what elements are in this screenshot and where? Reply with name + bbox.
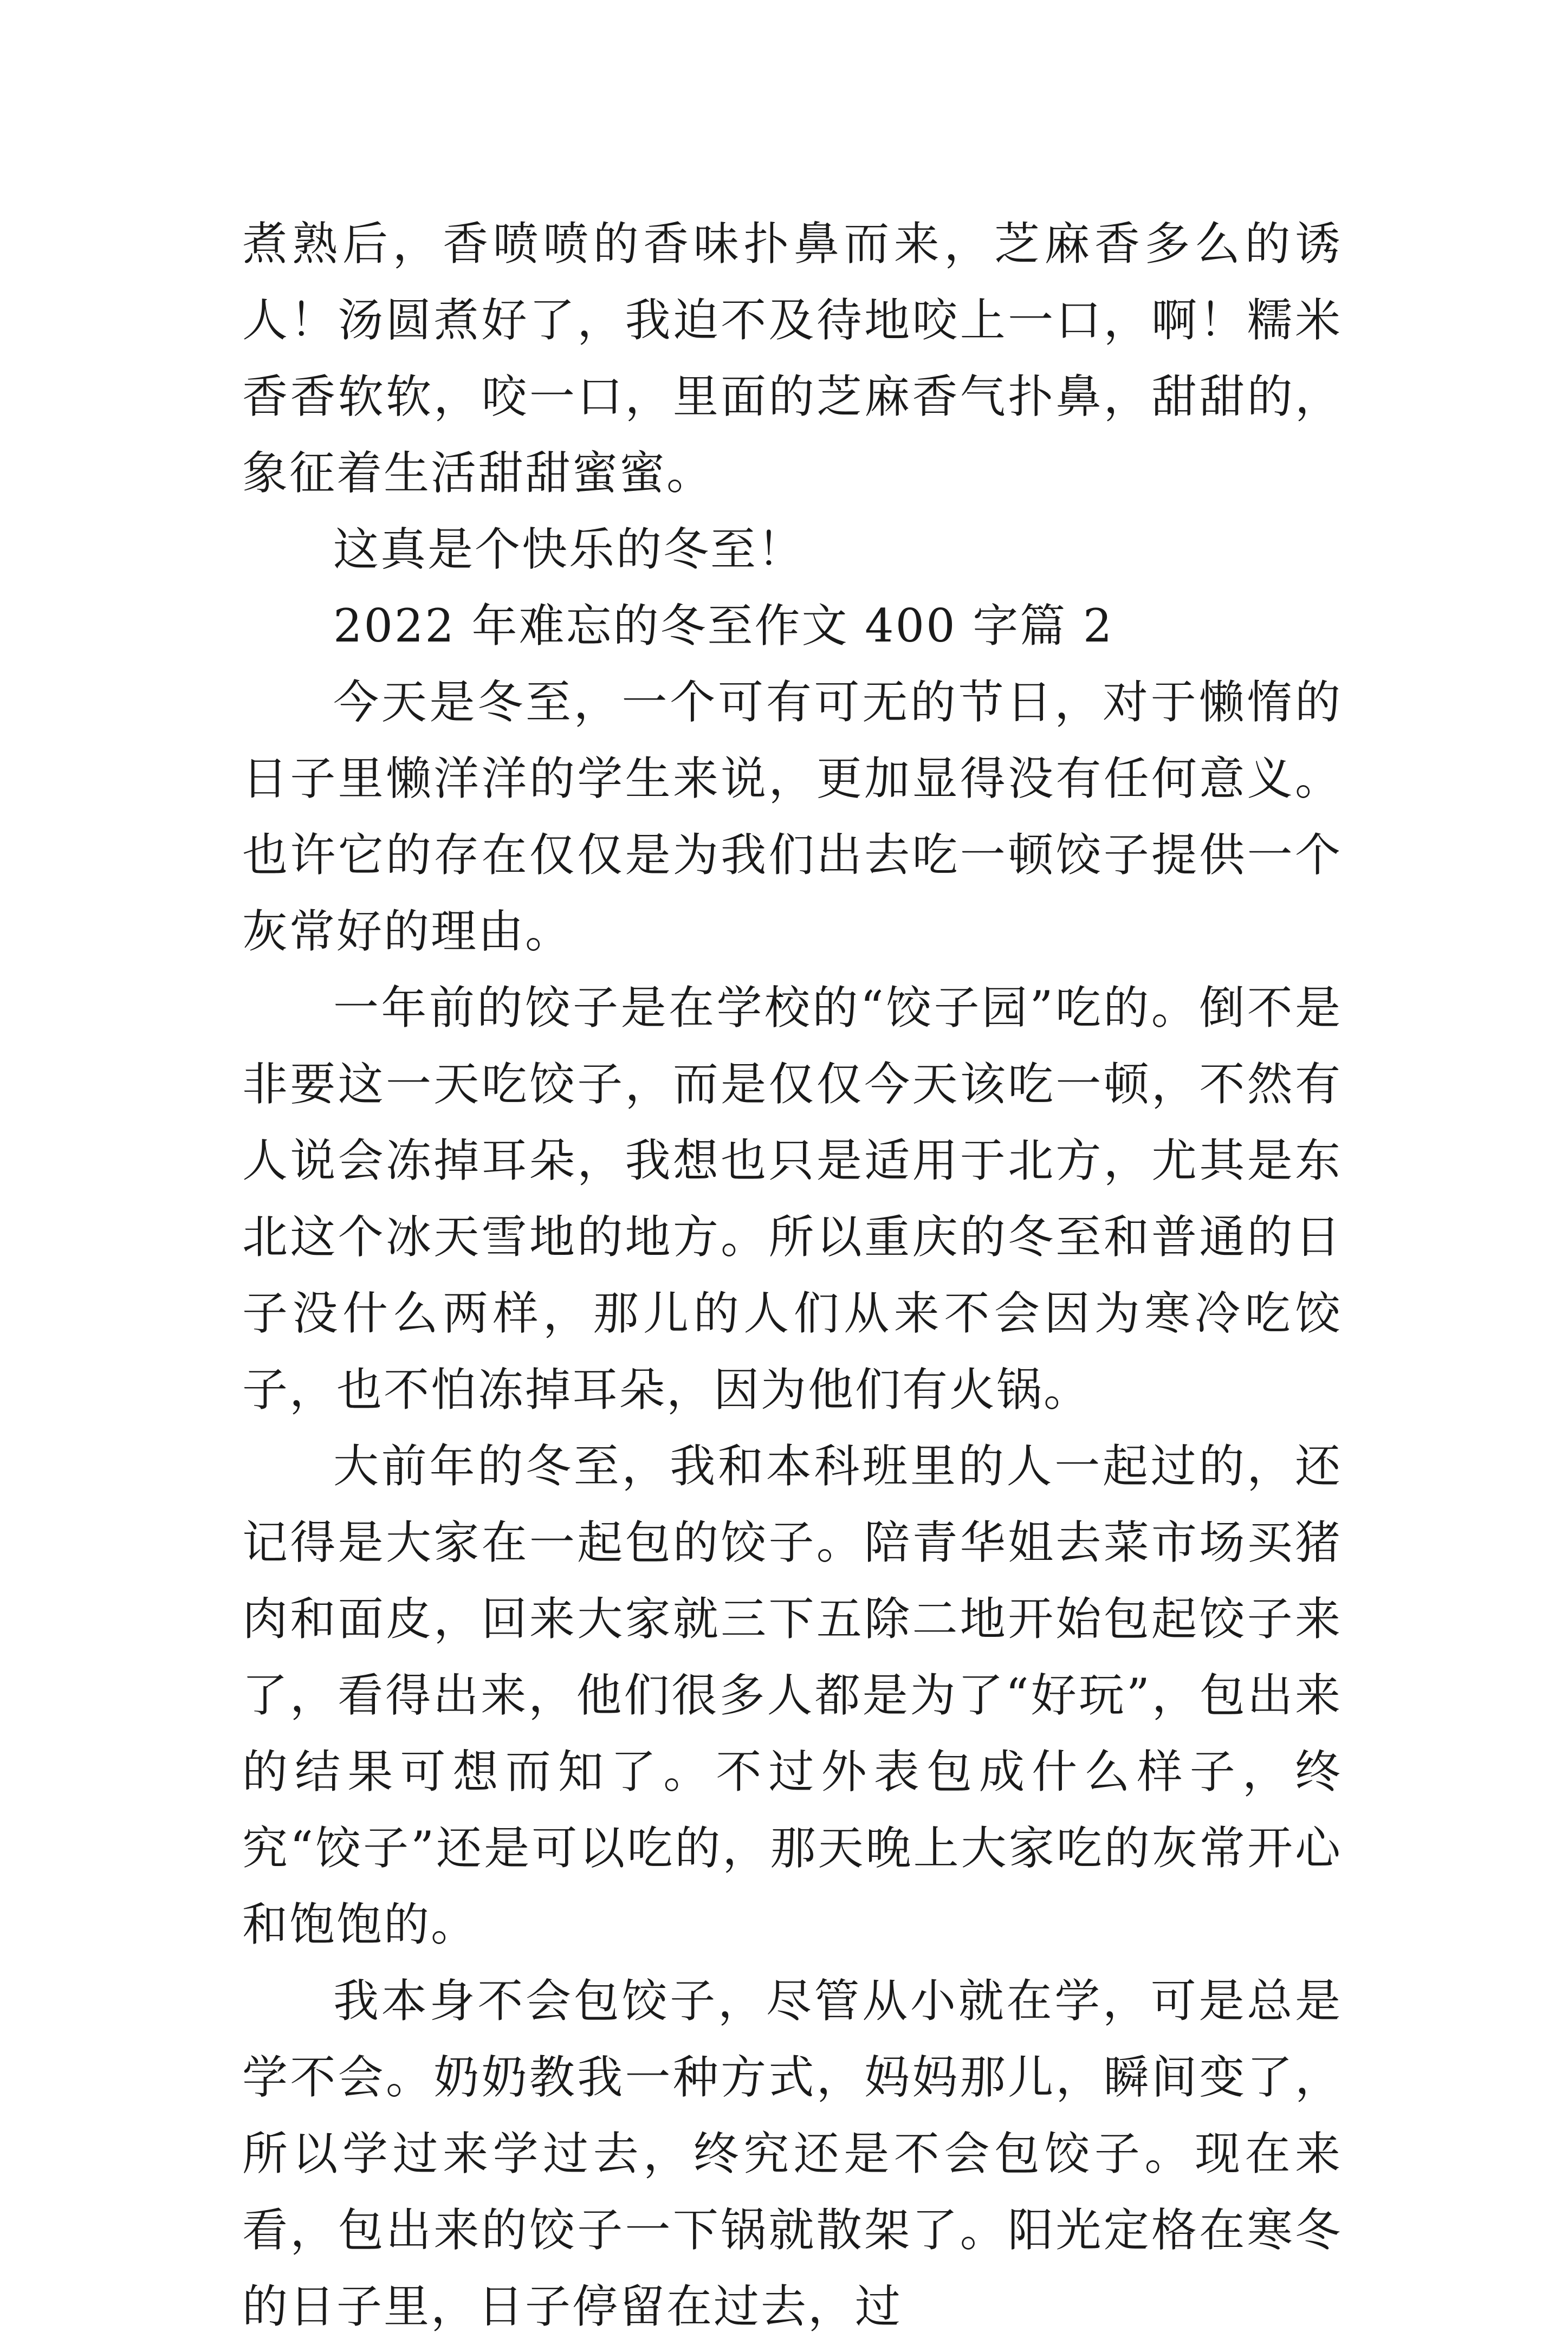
paragraph: 一年前的饺子是在学校的“饺子园”吃的。倒不是非要这一天吃饺子，而是仅仅今天该吃一顿，不然有人说会冻掉耳朵，我想也只是适用于北方，尤其是东北这个冰天雪地的地方。所以重庆的冬至和普通的日子没什么两样，那儿的人们从来不会因为寒冷吃饺子，也不怕冻掉耳朵，因为他们有火锅。 <box>242 981 1342 1416</box>
section-heading: 2022 年难忘的冬至作文 400 字篇 2 <box>333 599 1114 652</box>
paragraph: 我本身不会包饺子，尽管从小就在学，可是总是学不会。奶奶教我一种方式，妈妈那儿，瞬间变了，所以学过来学过去，终究还是不会包饺子。现在来看，包出来的饺子一下锅就散架了。阳光定格在寒冬的日子里，日子停留在过去，过 <box>242 1974 1342 2333</box>
paragraph-continuation: 煮熟后，香喷喷的香味扑鼻而来，芝麻香多么的诱人！汤圆煮好了，我迫不及待地咬上一口，啊！糯米香香软软，咬一口，里面的芝麻香气扑鼻，甜甜的，象征着生活甜甜蜜蜜。 <box>242 217 1342 500</box>
paragraph: 今天是冬至，一个可有可无的节日，对于懒惰的日子里懒洋洋的学生来说，更加显得没有任何意义。也许它的存在仅仅是为我们出去吃一顿饺子提供一个灰常好的理由。 <box>242 676 1342 958</box>
paragraph-conclusion: 这真是个快乐的冬至！ <box>333 523 805 576</box>
document-body <box>242 206 1342 2345</box>
paragraph: 大前年的冬至，我和本科班里的人一起过的，还记得是大家在一起包的饺子。陪青华姐去菜市场买猪肉和面皮，回来大家就三下五除二地开始包起饺子来了，看得出来，他们很多人都是为了“好玩”，包出来的结果可想而知了。不过外表包成什么样子，终究“饺子”还是可以吃的，那天晚上大家吃的灰常开心和饱饱的。 <box>242 1440 1342 1951</box>
